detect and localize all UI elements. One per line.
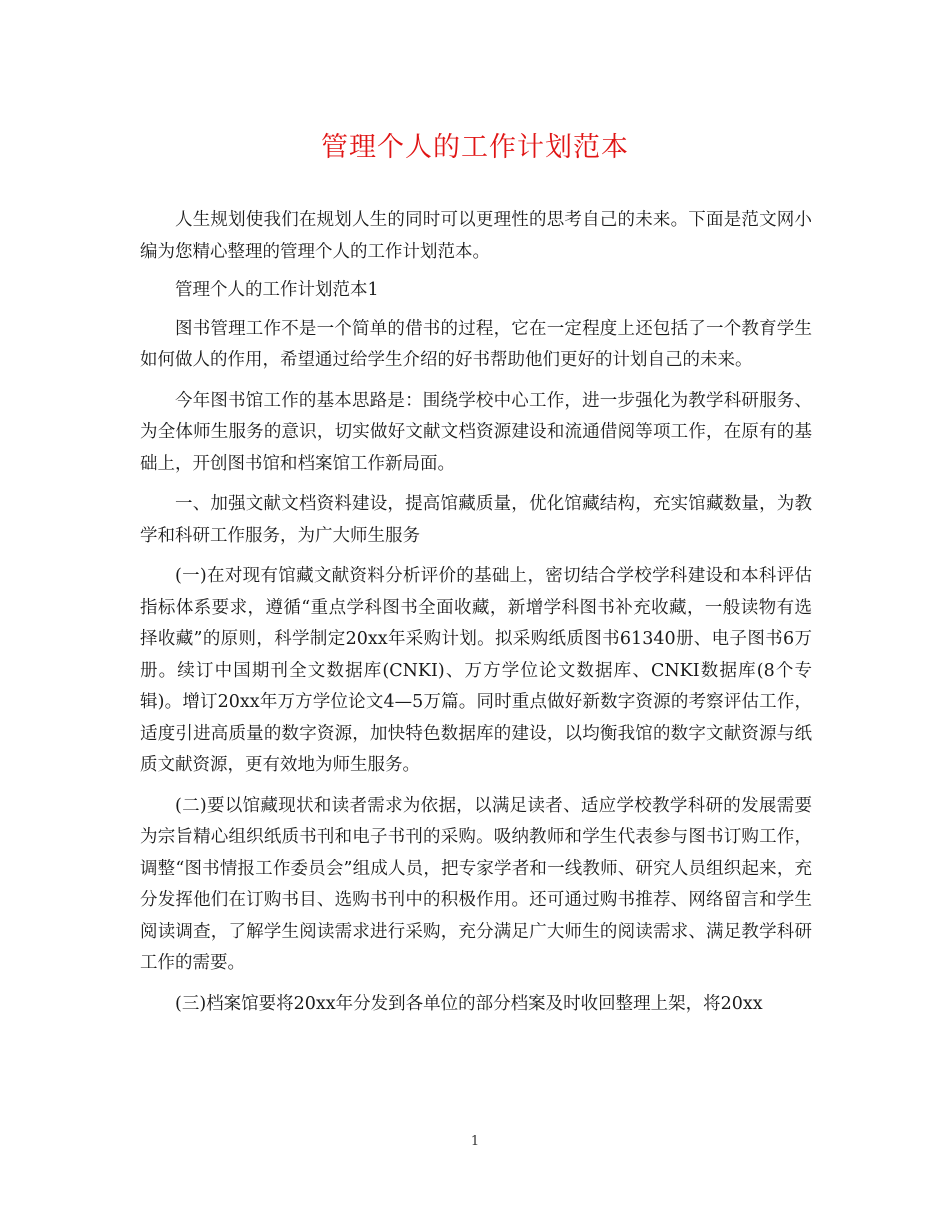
paragraph-subpoint-one: (一)在对现有馆藏文献资料分析评价的基础上，密切结合学校学科建设和本科评估指标体系要求，遵循“重点学科图书全面收藏，新增学科图书补充收藏，一般读物有选择收藏”的原则，科学制定20xx年采购计划。拟采购纸质图书61340册、电子图书6万册。续订中国期刊全文数据库(CNKI)、万方学位论文数据库、CNKI数据库(8个专辑)。增订20xx年万方学位论文4—5万篇。同时重点做好新数字资源的考察评估工作，适度引进高质量的数字资源，加快特色数据库的建设，以均衡我馆的数字文献资源与纸质文献资源，更有效地为师生服务。 bbox=[140, 566, 812, 775]
paragraph-section-heading: 管理个人的工作计划范本1 bbox=[175, 280, 379, 300]
document-title: 管理个人的工作计划范本 bbox=[321, 132, 629, 163]
document-body bbox=[140, 205, 812, 1020]
paragraph-subpoint-two: (二)要以馆藏现状和读者需求为依据，以满足读者、适应学校教学科研的发展需要为宗旨精心组织纸质书刊和电子书刊的采购。吸纳教师和学生代表参与图书订购工作，调整“图书情报工作委员会”组成人员，把专家学者和一线教师、研究人员组织起来，充分发挥他们在订购书目、选购书刊中的积极作用。还可通过购书推荐、网络留言和学生阅读调查，了解学生阅读需求进行采购，充分满足广大师生的阅读需求、满足教学科研工作的需要。 bbox=[140, 795, 812, 973]
paragraph-subpoint-three: (三)档案馆要将20xx年分发到各单位的部分档案及时收回整理上架，将20xx bbox=[175, 993, 763, 1014]
page-number: 1 bbox=[470, 1134, 480, 1149]
paragraph-point-one: 一、加强文献文档资料建设，提高馆藏质量，优化馆藏结构，充实馆藏数量，为教学和科研工作服务，为广大师生服务 bbox=[140, 494, 812, 546]
paragraph-basic-approach: 今年图书馆工作的基本思路是：围绕学校中心工作，进一步强化为教学科研服务、为全体师生服务的意识，切实做好文献文档资源建设和流通借阅等项工作，在原有的基础上，开创图书馆和档案馆工作新局面。 bbox=[140, 390, 812, 474]
paragraph-library-role: 图书管理工作不是一个简单的借书的过程，它在一定程度上还包括了一个教育学生如何做人的作用，希望通过给学生介绍的好书帮助他们更好的计划自己的未来。 bbox=[140, 318, 812, 370]
paragraph-intro: 人生规划使我们在规划人生的同时可以更理性的思考自己的未来。下面是范文网小编为您精心整理的管理个人的工作计划范本。 bbox=[140, 210, 812, 262]
